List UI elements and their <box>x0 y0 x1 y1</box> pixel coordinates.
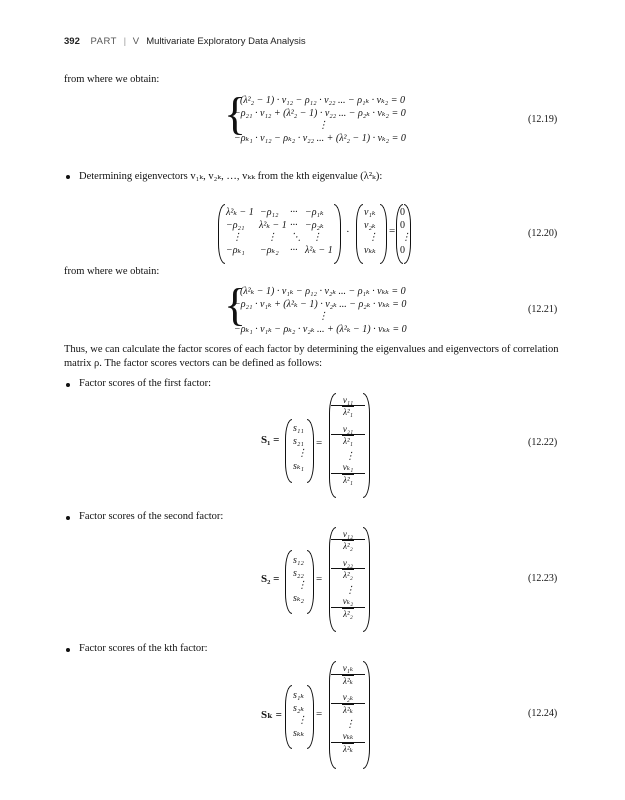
s-cell: sₖₖ <box>293 728 305 739</box>
vdots: ⋮ <box>345 585 355 596</box>
fraction <box>331 529 365 551</box>
bullet-eigenvectors <box>66 170 382 182</box>
paren-left <box>285 419 292 483</box>
paren-left <box>356 204 363 264</box>
fraction <box>331 596 365 619</box>
paragraph-from-where-1: from where we obtain: <box>64 74 160 85</box>
eq-line: −ρₖ₁ · v₁ₖ − ρₖ₂ · v₂ₖ ... + (λ²ₖ − 1) · vₖₖ = 0 <box>234 324 407 335</box>
paragraph-thus: Thus, we can calculate the factor scores of each factor by determining the eigenvalues and eigenvectors of correlation matrix ρ. The factor scores vectors can be defined as follows: <box>64 344 559 369</box>
equals-sign: = <box>316 708 323 720</box>
s-cell: ⋮ <box>297 715 307 726</box>
matrix-cell: −ρ₁₂ <box>260 207 279 218</box>
zero-cell: 0 <box>400 207 405 218</box>
equals-sign: = <box>316 573 323 585</box>
bullet-first-factor <box>66 378 211 389</box>
matrix-cell: −ρₖ₂ <box>260 245 279 256</box>
paren-right <box>307 685 314 749</box>
paren-right <box>363 661 370 769</box>
paren-left <box>218 204 225 264</box>
sk-label: Sₖ = <box>261 709 282 721</box>
running-header <box>64 36 306 47</box>
paren-right <box>363 393 370 498</box>
s-cell: s₁₁ <box>293 423 304 434</box>
brace-left: { <box>224 88 247 139</box>
bullet-text: Factor scores of the first factor: <box>79 378 212 389</box>
s-cell: sₖ₁ <box>293 461 305 472</box>
numerator: v₂ₖ <box>331 692 365 704</box>
matrix-cell: λ²ₖ − 1 <box>226 207 254 218</box>
page-number: 392 <box>64 36 80 47</box>
numerator: v₁₁ <box>331 395 365 406</box>
bullet-text: Factor scores of the second factor: <box>79 511 224 522</box>
paren-right <box>380 204 387 264</box>
eq-line: −ρₖ₁ · v₁₂ − ρₖ₂ · v₂₂ ... + (λ²₂ − 1) · vₖ₂ = 0 <box>234 133 406 144</box>
matrix-cell: ··· <box>290 245 298 256</box>
matrix-cell: ··· <box>290 220 298 231</box>
paren-left <box>285 550 292 614</box>
vector-cell: v₁ₖ <box>364 207 376 218</box>
matrix-cell: ⋮ <box>267 232 277 243</box>
equation-number: (12.20) <box>528 228 558 239</box>
paren-right <box>307 550 314 614</box>
eq-line: ⋮ <box>318 311 328 322</box>
bullet-text: Determining eigenvectors v₁ₖ, v₂ₖ, …, vₖₖ from the kth eigenvalue (λ²ₖ): <box>79 171 383 182</box>
eq-line: ⋮ <box>318 120 328 131</box>
vdots: ⋮ <box>345 451 355 462</box>
equals-sign: = <box>389 225 396 237</box>
vector-cell: ⋮ <box>368 232 378 243</box>
s-cell: sₖ₂ <box>293 593 305 604</box>
bullet-kth-factor <box>66 643 208 654</box>
zero-cell: ⋮ <box>401 232 411 243</box>
vector-cell: vₖₖ <box>364 245 376 256</box>
matrix-cell: λ²ₖ − 1 <box>259 220 287 231</box>
equation-number: (12.21) <box>528 304 558 315</box>
paren-right <box>307 419 314 483</box>
numerator: v₂₂ <box>331 558 365 569</box>
eq-line: −ρ₂₁ · v₁₂ + (λ²₂ − 1) · v₂₂ ... − ρ₂ₖ · vₖ₂ = 0 <box>234 108 406 119</box>
matrix-cell: −ρₖ₁ <box>226 245 245 256</box>
matrix-cell: ⋮ <box>312 232 322 243</box>
eq-line: (λ²₂ − 1) · v₁₂ − ρ₁₂ · v₂₂ ... − ρ₁ₖ · vₖ₂ = 0 <box>240 95 405 106</box>
numerator: vₖ₁ <box>331 462 365 474</box>
s-cell: s₂₁ <box>293 436 304 447</box>
numerator: vₖₖ <box>331 731 365 743</box>
sqrt-denominator: λ²₁ <box>343 436 353 446</box>
paragraph-from-where-2: from where we obtain: <box>64 266 160 277</box>
header-sep: | <box>123 36 127 47</box>
sqrt-denominator: λ²₂ <box>343 570 353 580</box>
sqrt-denominator: λ²ₖ <box>343 744 353 754</box>
eq-line: −ρ₂₁ · v₁ₖ + (λ²ₖ − 1) · v₂ₖ ... − ρ₂ₖ · vₖₖ = 0 <box>234 299 407 310</box>
bullet-second-factor <box>66 511 223 522</box>
s-cell: s₁ₖ <box>293 690 305 701</box>
fraction <box>331 424 365 446</box>
s1-label: S₁ = <box>261 434 280 446</box>
bullet-text: Factor scores of the kth factor: <box>79 643 208 654</box>
vdots: ⋮ <box>345 719 355 730</box>
paren-right <box>334 204 341 264</box>
matrix-cell: −ρ₂ₖ <box>305 220 324 231</box>
zero-cell: 0 <box>400 245 405 256</box>
numerator: v₂₁ <box>331 424 365 435</box>
sqrt-denominator: λ²₂ <box>343 541 353 551</box>
dot-operator: · <box>346 226 350 238</box>
brace-left: { <box>224 279 247 330</box>
header-title: Multivariate Exploratory Data Analysis <box>146 36 306 47</box>
s-cell: s₂₂ <box>293 568 304 579</box>
zero-cell: 0 <box>400 220 405 231</box>
matrix-cell: −ρ₁ₖ <box>305 207 324 218</box>
numerator: vₖ₂ <box>331 596 365 608</box>
numerator: v₁ₖ <box>331 663 365 675</box>
s-cell: ⋮ <box>297 448 307 459</box>
sqrt-denominator: λ²ₖ <box>343 705 353 715</box>
vector-cell: v₂ₖ <box>364 220 376 231</box>
sqrt-denominator: λ²₁ <box>343 407 353 417</box>
sqrt-denominator: λ²₂ <box>343 609 353 619</box>
sqrt-denominator: λ²₁ <box>343 475 353 485</box>
s2-label: S₂ = <box>261 573 280 585</box>
numerator: v₁₂ <box>331 529 365 540</box>
sqrt-denominator: λ²ₖ <box>343 676 353 686</box>
s-cell: s₂ₖ <box>293 703 305 714</box>
matrix-cell: ⋱ <box>291 232 301 243</box>
matrix-cell: ··· <box>290 207 298 218</box>
paren-right <box>404 204 411 264</box>
s-cell: ⋮ <box>297 580 307 591</box>
matrix-cell: −ρ₂₁ <box>226 220 245 231</box>
paren-left <box>285 685 292 749</box>
equation-number: (12.22) <box>528 437 558 448</box>
eq-line: (λ²ₖ − 1) · v₁ₖ − ρ₁₂ · v₂ₖ ... − ρ₁ₖ · vₖₖ = 0 <box>240 286 406 297</box>
equation-number: (12.24) <box>528 708 558 719</box>
part-number: V <box>132 36 140 47</box>
paren-right <box>363 527 370 632</box>
fraction <box>331 558 365 580</box>
equals-sign: = <box>316 437 323 449</box>
matrix-cell: λ²ₖ − 1 <box>305 245 333 256</box>
equation-number: (12.23) <box>528 573 558 584</box>
s-cell: s₁₂ <box>293 555 304 566</box>
fraction <box>331 663 365 687</box>
part-label: PART <box>90 36 117 47</box>
fraction <box>331 731 365 755</box>
fraction <box>331 462 365 485</box>
fraction <box>331 692 365 716</box>
equation-number: (12.19) <box>528 114 558 125</box>
fraction <box>331 395 365 417</box>
matrix-cell: ⋮ <box>232 232 242 243</box>
